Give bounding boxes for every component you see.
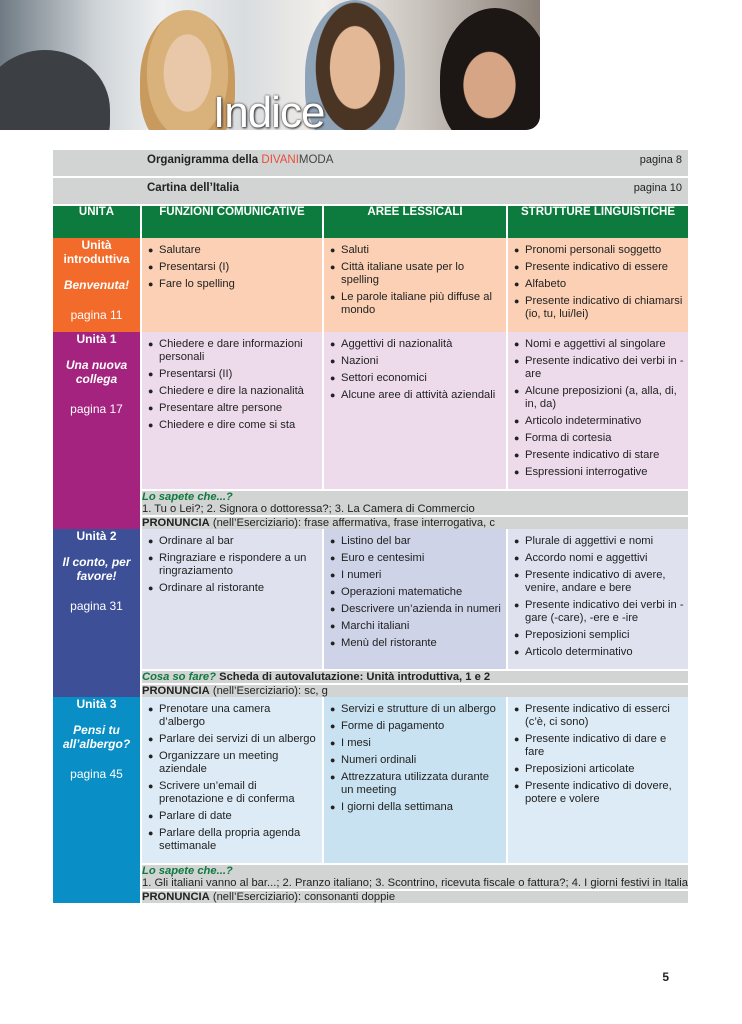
list-item: ● Presente indicativo di avere, venire, andare e bere [514, 569, 684, 595]
list-item: ● Presente indicativo di dovere, potere e volere [514, 780, 684, 806]
pronuncia-row [53, 516, 688, 529]
organigramma-row [53, 150, 688, 177]
list-item: ● Preposizioni articolate [514, 763, 684, 776]
list-item: ● Presentarsi (I) [148, 261, 318, 274]
unit-name: Unità introduttiva [63, 238, 130, 266]
extra-heading: Lo sapete che...? [142, 491, 233, 503]
list-item: ● Settori economici [330, 372, 502, 385]
aree-list [324, 332, 506, 412]
extra-cell [141, 490, 688, 516]
list-item: ● Menù del ristorante [330, 637, 502, 650]
list-item: ● Accordo nomi e aggettivi [514, 552, 684, 565]
unit-cell [53, 332, 141, 529]
list-item: ● Presentarsi (II) [148, 368, 318, 381]
list-item: ● Presente indicativo dei verbi in -are [514, 355, 684, 381]
list-item: ● Forma di cortesia [514, 432, 684, 445]
unit-row [53, 697, 688, 864]
pronuncia-cell [141, 516, 688, 529]
brand-red: DIVANI [261, 154, 299, 166]
aree-cell [323, 238, 507, 332]
list-item: ● Presente indicativo di esserci (c’è, ci sono) [514, 703, 684, 729]
pronuncia-text: (nell’Eserciziario): consonanti doppie [209, 891, 396, 903]
list-item: ● Operazioni matematiche [330, 586, 502, 599]
list-item: ● Città italiane usate per lo spelling [330, 261, 502, 287]
cartina-page: pagina 10 [633, 182, 683, 194]
list-item: ● Forme di pagamento [330, 720, 502, 733]
unit-page: pagina 31 [70, 599, 123, 613]
list-item: ● Preposizioni semplici [514, 629, 684, 642]
list-item: ● Ordinare al ristorante [148, 582, 318, 595]
strutture-list [508, 332, 688, 489]
extra-text: Scheda di autovalutazione: Unità introduttiva, 1 e 2 [216, 671, 491, 683]
unit-name: Unità 1 [76, 332, 117, 346]
col-header-aree: AREE LESSICALI [323, 205, 507, 238]
list-item: ● Le parole italiane più diffuse al mondo [330, 291, 502, 317]
list-item: ● Salutare [148, 244, 318, 257]
page-title: Indice [213, 88, 325, 137]
list-item: ● Attrezzatura utilizzata durante un meeting [330, 771, 502, 797]
unit-cell [53, 697, 141, 903]
brand-grey: MODA [298, 154, 334, 166]
extra-row [53, 490, 688, 516]
list-item: ● Servizi e strutture di un albergo [330, 703, 502, 716]
unit-page: pagina 45 [70, 767, 123, 781]
list-item: ● Parlare di date [148, 810, 318, 823]
list-item: ● Alcune preposizioni (a, alla, di, in, da) [514, 385, 684, 411]
col-header-funzioni: FUNZIONI COMUNICATIVE [141, 205, 323, 238]
list-item: ● Prenotare una camera d’albergo [148, 703, 318, 729]
strutture-list [508, 529, 688, 669]
list-item: ● Numeri ordinali [330, 754, 502, 767]
list-item: ● Organizzare un meeting aziendale [148, 750, 318, 776]
extra-cell [141, 864, 688, 890]
aree-cell [323, 529, 507, 670]
list-item: ● Presente indicativo di stare [514, 449, 684, 462]
unit-cell [53, 238, 141, 332]
list-item: ● Espressioni interrogative [514, 466, 684, 479]
unit-title: Una nuova collega [65, 358, 128, 386]
list-item: ● Parlare dei servizi di un albergo [148, 733, 318, 746]
pronuncia-cell [141, 890, 688, 903]
list-item: ● Presentare altre persone [148, 402, 318, 415]
list-item: ● Parlare della propria agenda settimanale [148, 827, 318, 853]
unit-cell [53, 529, 141, 697]
cartina-label: Cartina dell’Italia [147, 182, 240, 194]
funzioni-cell [141, 529, 323, 670]
aree-list [324, 697, 506, 824]
pronuncia-label: PRONUNCIA [142, 517, 210, 529]
unit-row [53, 332, 688, 490]
funzioni-list [142, 332, 322, 442]
list-item: ● Chiedere e dire la nazionalità [148, 385, 318, 398]
col-header-unita: UNITÀ [53, 205, 141, 238]
funzioni-list [142, 529, 322, 605]
col-header-strutture: STRUTTURE LINGUISTICHE [507, 205, 688, 238]
list-item: ● Saluti [330, 244, 502, 257]
list-item: ● Plurale di aggettivi e nomi [514, 535, 684, 548]
list-item: ● Nomi e aggettivi al singolare [514, 338, 684, 351]
pronuncia-row [53, 684, 688, 697]
extra-cell [141, 670, 688, 684]
list-item: ● Chiedere e dare informazioni personali [148, 338, 318, 364]
list-item: ● Aggettivi di nazionalità [330, 338, 502, 351]
list-item: ● I numeri [330, 569, 502, 582]
aree-cell [323, 697, 507, 864]
unit-row [53, 529, 688, 670]
list-item: ● Articolo indeterminativo [514, 415, 684, 428]
column-header-row [53, 205, 688, 238]
extra-heading: Lo sapete che...? [142, 865, 233, 877]
unit-name: Unità 3 [76, 697, 117, 711]
list-item: ● Alfabeto [514, 278, 684, 291]
list-item: ● Euro e centesimi [330, 552, 502, 565]
list-item: ● Marchi italiani [330, 620, 502, 633]
pronuncia-label: PRONUNCIA [142, 891, 210, 903]
unit-name: Unità 2 [76, 529, 117, 543]
organigramma-page: pagina 8 [639, 154, 683, 166]
list-item: ● Presente indicativo di dare e fare [514, 733, 684, 759]
strutture-cell [507, 697, 688, 864]
page-number: 5 [662, 970, 669, 984]
extra-text: 1. Gli italiani vanno al bar...; 2. Pranzo italiano; 3. Scontrino, ricevuta fiscale o fattura?; 4. I giorni festivi in Italia [142, 877, 688, 889]
extra-heading: Cosa so fare? [142, 671, 216, 683]
list-item: ● Scrivere un’email di prenotazione e di conferma [148, 780, 318, 806]
aree-list [324, 238, 506, 327]
list-item: ● Ringraziare e rispondere a un ringraziamento [148, 552, 318, 578]
list-item: ● Chiedere e dire come si sta [148, 419, 318, 432]
list-item: ● Presente indicativo di chiamarsi (io, tu, lui/lei) [514, 295, 684, 321]
strutture-cell [507, 332, 688, 490]
aree-cell [323, 332, 507, 490]
list-item: ● Alcune aree di attività aziendali [330, 389, 502, 402]
unit-title: Benvenuta! [63, 278, 130, 292]
cartina-row [53, 177, 688, 205]
list-item: ● I mesi [330, 737, 502, 750]
funzioni-cell [141, 238, 323, 332]
funzioni-cell [141, 697, 323, 864]
extra-row [53, 670, 688, 684]
pronuncia-row [53, 890, 688, 903]
list-item: ● Ordinare al bar [148, 535, 318, 548]
list-item: ● Presente indicativo dei verbi in -gare (-care), -ere e -ire [514, 599, 684, 625]
list-item: ● Presente indicativo di essere [514, 261, 684, 274]
pronuncia-label: PRONUNCIA [142, 685, 210, 697]
unit-title: Pensi tu all’albergo? [62, 723, 131, 751]
index-table [53, 150, 688, 903]
strutture-list [508, 697, 688, 816]
list-item: ● Listino del bar [330, 535, 502, 548]
extra-row [53, 864, 688, 890]
unit-page: pagina 11 [70, 308, 123, 322]
strutture-cell [507, 238, 688, 332]
pronuncia-text: (nell’Eserciziario): frase affermativa, frase interrogativa, c [209, 517, 495, 529]
unit-page: pagina 17 [70, 402, 123, 416]
aree-list [324, 529, 506, 660]
list-item: ● Fare lo spelling [148, 278, 318, 291]
extra-text: 1. Tu o Lei?; 2. Signora o dottoressa?; 3. La Camera di Commercio [142, 503, 475, 515]
list-item: ● Articolo determinativo [514, 646, 684, 659]
list-item: ● Nazioni [330, 355, 502, 368]
list-item: ● I giorni della settimana [330, 801, 502, 814]
pronuncia-text: (nell’Eserciziario): sc, g [209, 685, 328, 697]
funzioni-cell [141, 332, 323, 490]
organigramma-label: Organigramma della [147, 154, 262, 166]
list-item: ● Descrivere un’azienda in numeri [330, 603, 502, 616]
strutture-list [508, 238, 688, 331]
pronuncia-cell [141, 684, 688, 697]
funzioni-list [142, 697, 322, 863]
strutture-cell [507, 529, 688, 670]
funzioni-list [142, 238, 322, 301]
unit-row [53, 238, 688, 332]
list-item: ● Pronomi personali soggetto [514, 244, 684, 257]
unit-title: Il conto, per favore! [62, 555, 131, 583]
